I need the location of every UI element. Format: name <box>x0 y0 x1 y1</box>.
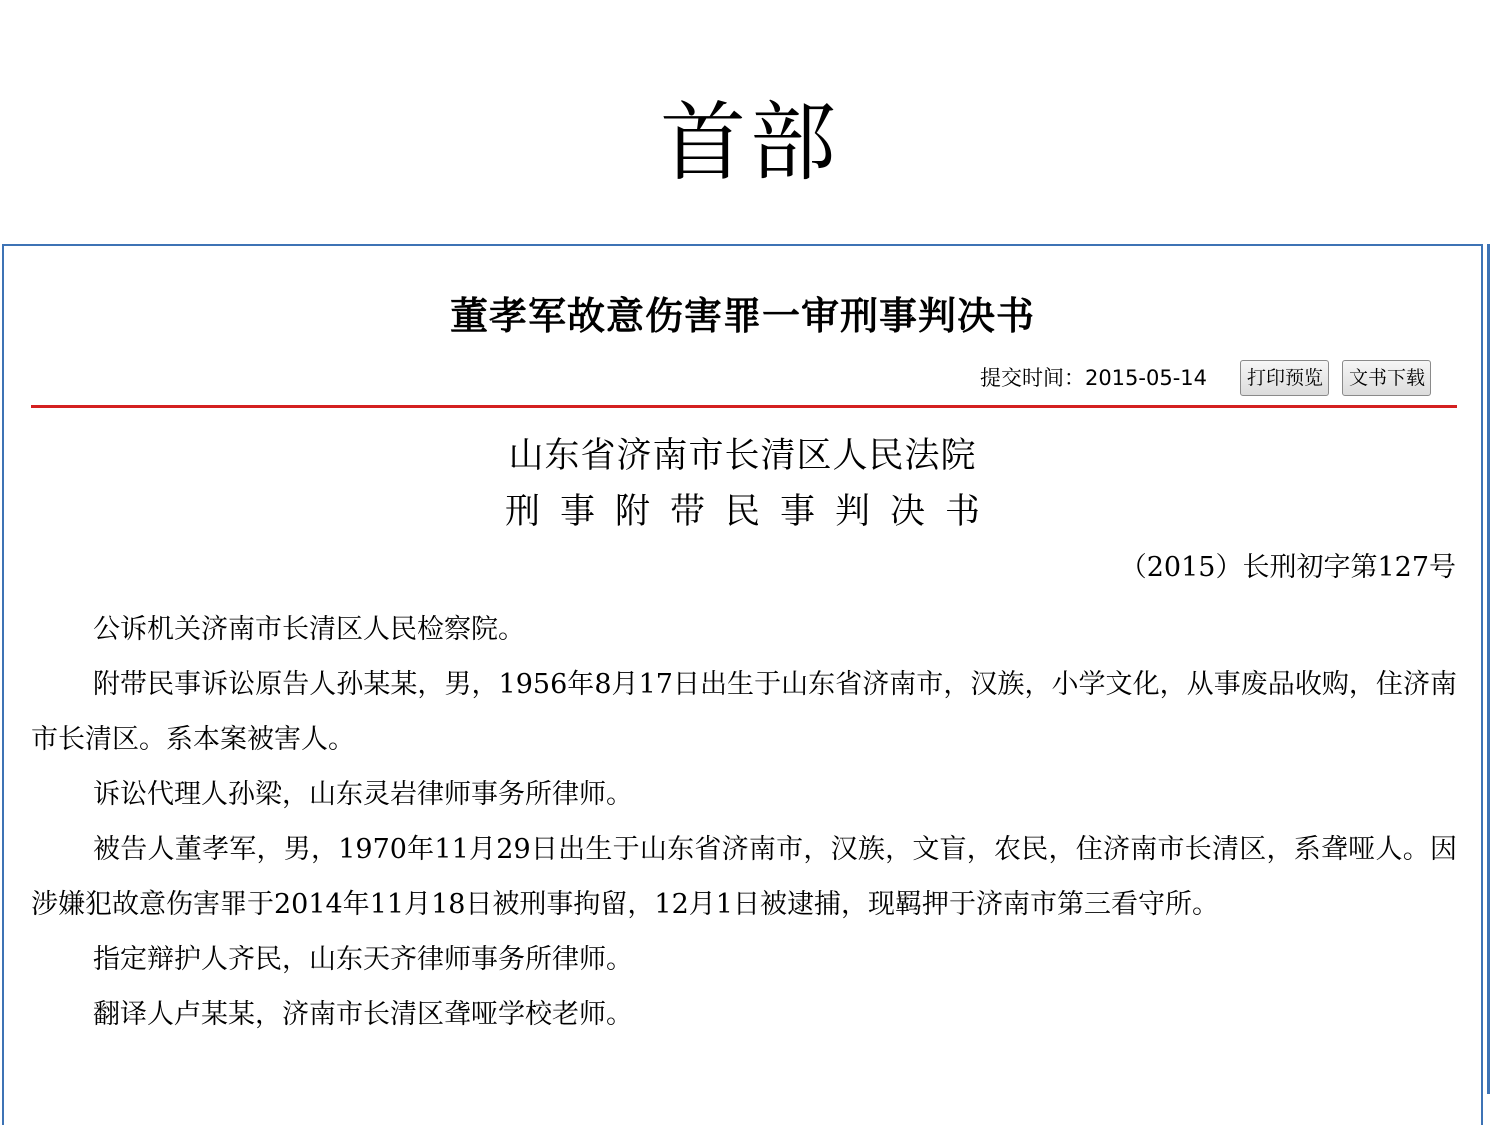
document-frame <box>2 244 1483 1125</box>
document-download-button[interactable]: 文书下载 <box>1342 360 1431 396</box>
paragraph-translator: 翻译人卢某某，济南市长清区聋哑学校老师。 <box>93 999 633 1030</box>
paragraph-prosecutor: 公诉机关济南市长清区人民检察院。 <box>93 614 525 645</box>
document-meta-row <box>4 358 1481 398</box>
frame-edge-line <box>1487 244 1490 1094</box>
paragraph-defendant: 被告人董孝军，男，1970年11月29日出生于山东省济南市，汉族，文盲，农民，住济南市长清区，系聋哑人。因涉嫌犯故意伤害罪于2014年11月18日被刑事拘留，12月1日被逮捕，现羁押于济南市第三看守所。 <box>31 834 1457 920</box>
submit-time: 提交时间：2015-05-14 <box>979 366 1207 390</box>
slide-title: 首部 <box>660 93 840 193</box>
paragraph-defender: 指定辩护人齐民，山东天齐律师事务所律师。 <box>93 944 633 975</box>
header-divider <box>31 405 1457 408</box>
judgment-title: 董孝军故意伤害罪一审刑事判决书 <box>449 293 1035 338</box>
paragraph-plaintiff: 附带民事诉讼原告人孙某某，男，1956年8月17日出生于山东省济南市，汉族，小学文化，从事废品收购，住济南市长清区。系本案被害人。 <box>31 669 1457 755</box>
print-preview-button[interactable]: 打印预览 <box>1240 360 1329 396</box>
paragraph-agent: 诉讼代理人孙梁，山东灵岩律师事务所律师。 <box>93 779 633 810</box>
court-name: 山东省济南市长清区人民法院 <box>508 436 977 476</box>
judgment-body <box>31 602 1457 1042</box>
case-number: （2015）长刑初字第127号 <box>1119 552 1456 583</box>
document-type: 刑事附带民事判决书 <box>504 492 1000 532</box>
